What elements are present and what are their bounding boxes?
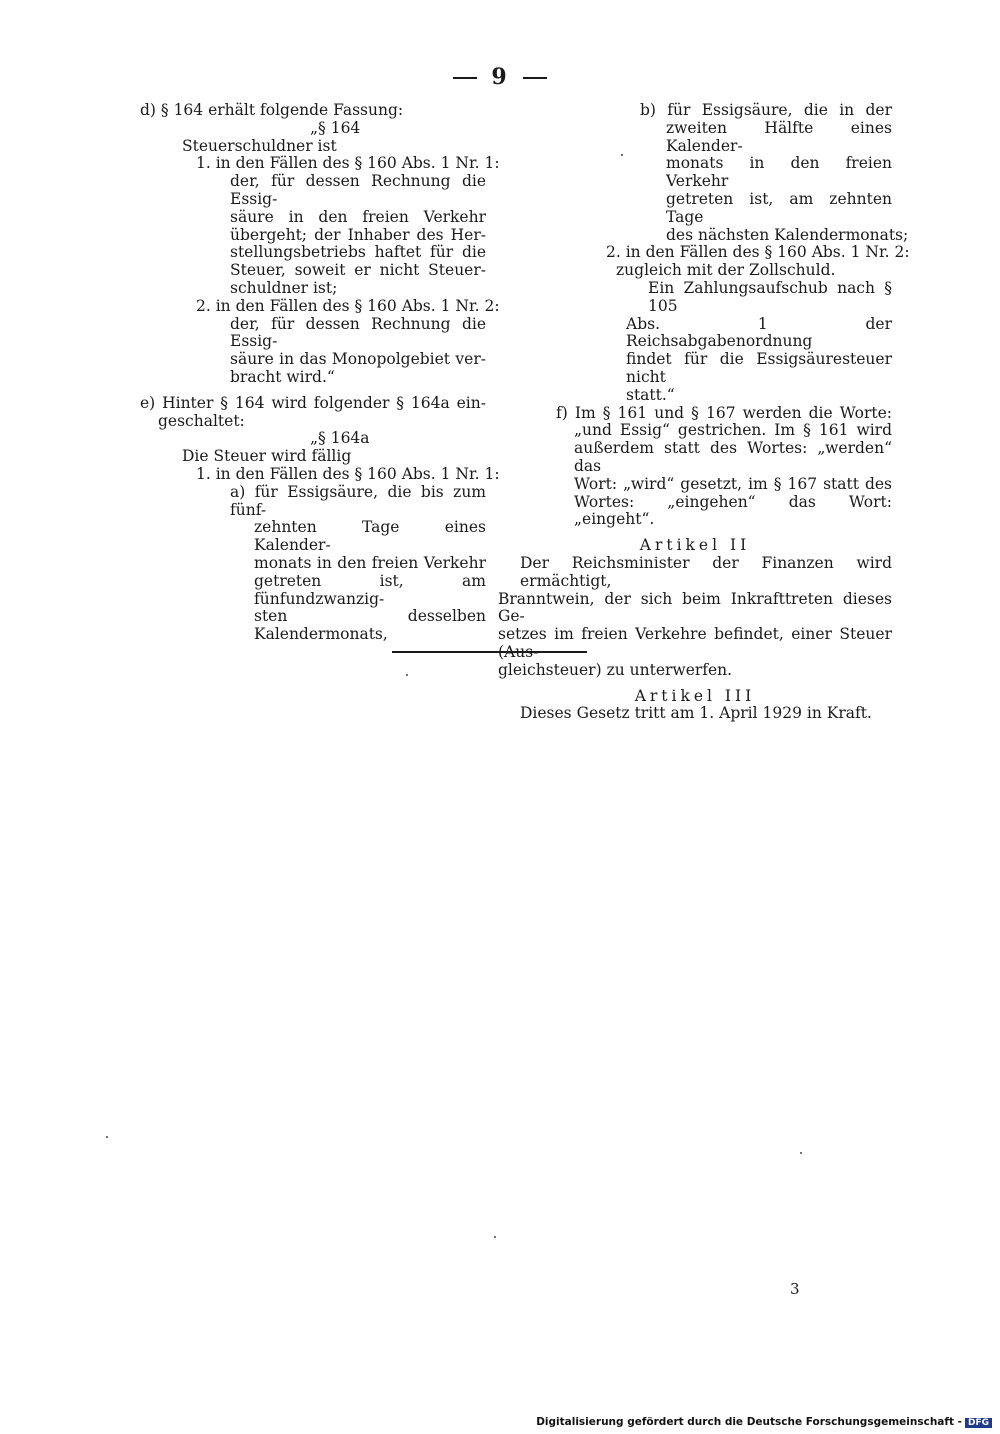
text-line: 1. in den Fällen des § 160 Abs. 1 Nr. 1: bbox=[196, 464, 500, 483]
item-b: b) für Essigsäure, die in der bbox=[640, 101, 892, 119]
text-line: bracht wird.“ bbox=[230, 367, 335, 386]
text-line: Steuerschuldner ist bbox=[182, 136, 337, 155]
text-line: Steuer, soweit er nicht Steuer- bbox=[230, 261, 486, 280]
text-line: monats in den freien Verkehr bbox=[254, 553, 486, 572]
page-number: 9 bbox=[0, 64, 1000, 90]
text-line: übergeht; der Inhaber des Her- bbox=[230, 225, 486, 244]
text-line: a) für Essigsäure, die bis zum fünf- bbox=[230, 482, 486, 519]
page-number-dash-right bbox=[523, 77, 547, 79]
item-d: d) § 164 erhält folgende Fassung: bbox=[140, 101, 404, 119]
text-line: der, für dessen Rechnung die Essig- bbox=[230, 172, 486, 208]
footer-credit bbox=[536, 1416, 992, 1428]
text-line: zehnten Tage eines Kalender- bbox=[254, 518, 486, 555]
text-line: Der Reichsminister der Finanzen wird ermächtigt, bbox=[520, 553, 892, 590]
right-column bbox=[498, 101, 910, 723]
article-heading-2: Artikel II bbox=[639, 536, 751, 555]
text-line: Wortes: „eingehen“ das Wort: „eingeht“. bbox=[574, 492, 892, 529]
section-heading: „§ 164a bbox=[310, 429, 370, 448]
sheet-mark: 3 bbox=[790, 1280, 800, 1298]
text-line: 2. in den Fällen des § 160 Abs. 1 Nr. 2: bbox=[606, 243, 910, 262]
text-line: Dieses Gesetz tritt am 1. April 1929 in Kraft. bbox=[520, 704, 872, 723]
article-heading-3: Artikel III bbox=[634, 686, 756, 705]
speck bbox=[406, 674, 408, 676]
text-line: der, für dessen Rechnung die Essig- bbox=[230, 314, 486, 351]
text-line: stellungsbetriebs haftet für die bbox=[230, 243, 486, 262]
text-line: des nächsten Kalendermonats; bbox=[666, 225, 909, 244]
text-line: Die Steuer wird fällig bbox=[182, 447, 352, 466]
text-line: 1. in den Fällen des § 160 Abs. 1 Nr. 1: bbox=[196, 154, 500, 173]
text-line: 2. in den Fällen des § 160 Abs. 1 Nr. 2: bbox=[196, 296, 500, 315]
item-e: e) Hinter § 164 wird folgender § 164a ein- bbox=[140, 393, 486, 412]
footer-text: Digitalisierung gefördert durch die Deutsche Forschungsgemeinschaft - bbox=[536, 1416, 962, 1428]
speck bbox=[621, 154, 623, 156]
text-line: geschaltet: bbox=[158, 411, 245, 430]
speck bbox=[494, 1236, 496, 1238]
text-line: zweiten Hälfte eines Kalender- bbox=[666, 118, 892, 155]
text-line: monats in den freien Verkehr bbox=[666, 154, 892, 191]
text-line: getreten ist, am fünfundzwanzig- bbox=[254, 571, 486, 608]
text-line: sten desselben Kalendermonats, bbox=[254, 607, 486, 644]
text-line: setzes im freien Verkehre befindet, einer Steuer (Aus- bbox=[498, 625, 892, 661]
page-number-dash-left bbox=[453, 77, 477, 79]
text-line: Branntwein, der sich beim Inkrafttreten dieses Ge- bbox=[498, 589, 892, 626]
text-line: findet für die Essigsäuresteuer nicht bbox=[626, 350, 892, 386]
text-line: außerdem statt des Wortes: „werden“ das bbox=[574, 439, 892, 475]
end-rule bbox=[392, 651, 587, 653]
text-line: schuldner ist; bbox=[230, 278, 338, 297]
dfg-logo: DFG bbox=[965, 1418, 992, 1428]
text-line: säure in das Monopolgebiet ver- bbox=[230, 350, 486, 369]
section-heading: „§ 164 bbox=[310, 118, 361, 137]
text-line: statt.“ bbox=[626, 385, 675, 404]
text-line: getreten ist, am zehnten Tage bbox=[666, 189, 892, 226]
item-f: f) Im § 161 und § 167 werden die Worte: bbox=[556, 403, 892, 422]
left-column bbox=[140, 101, 500, 644]
text-line: säure in den freien Verkehr bbox=[230, 207, 486, 226]
speck bbox=[800, 1152, 802, 1154]
text-line: Wort: „wird“ gesetzt, im § 167 statt des bbox=[574, 474, 892, 493]
text-line: Ein Zahlungsaufschub nach § 105 bbox=[648, 278, 892, 315]
text-line: gleichsteuer) zu unterwerfen. bbox=[498, 660, 733, 679]
text-line: „und Essig“ gestrichen. Im § 161 wird bbox=[574, 421, 892, 440]
text-line: zugleich mit der Zollschuld. bbox=[616, 261, 836, 280]
text-line: Abs. 1 der Reichsabgabenordnung bbox=[626, 314, 892, 351]
speck bbox=[106, 1136, 108, 1138]
